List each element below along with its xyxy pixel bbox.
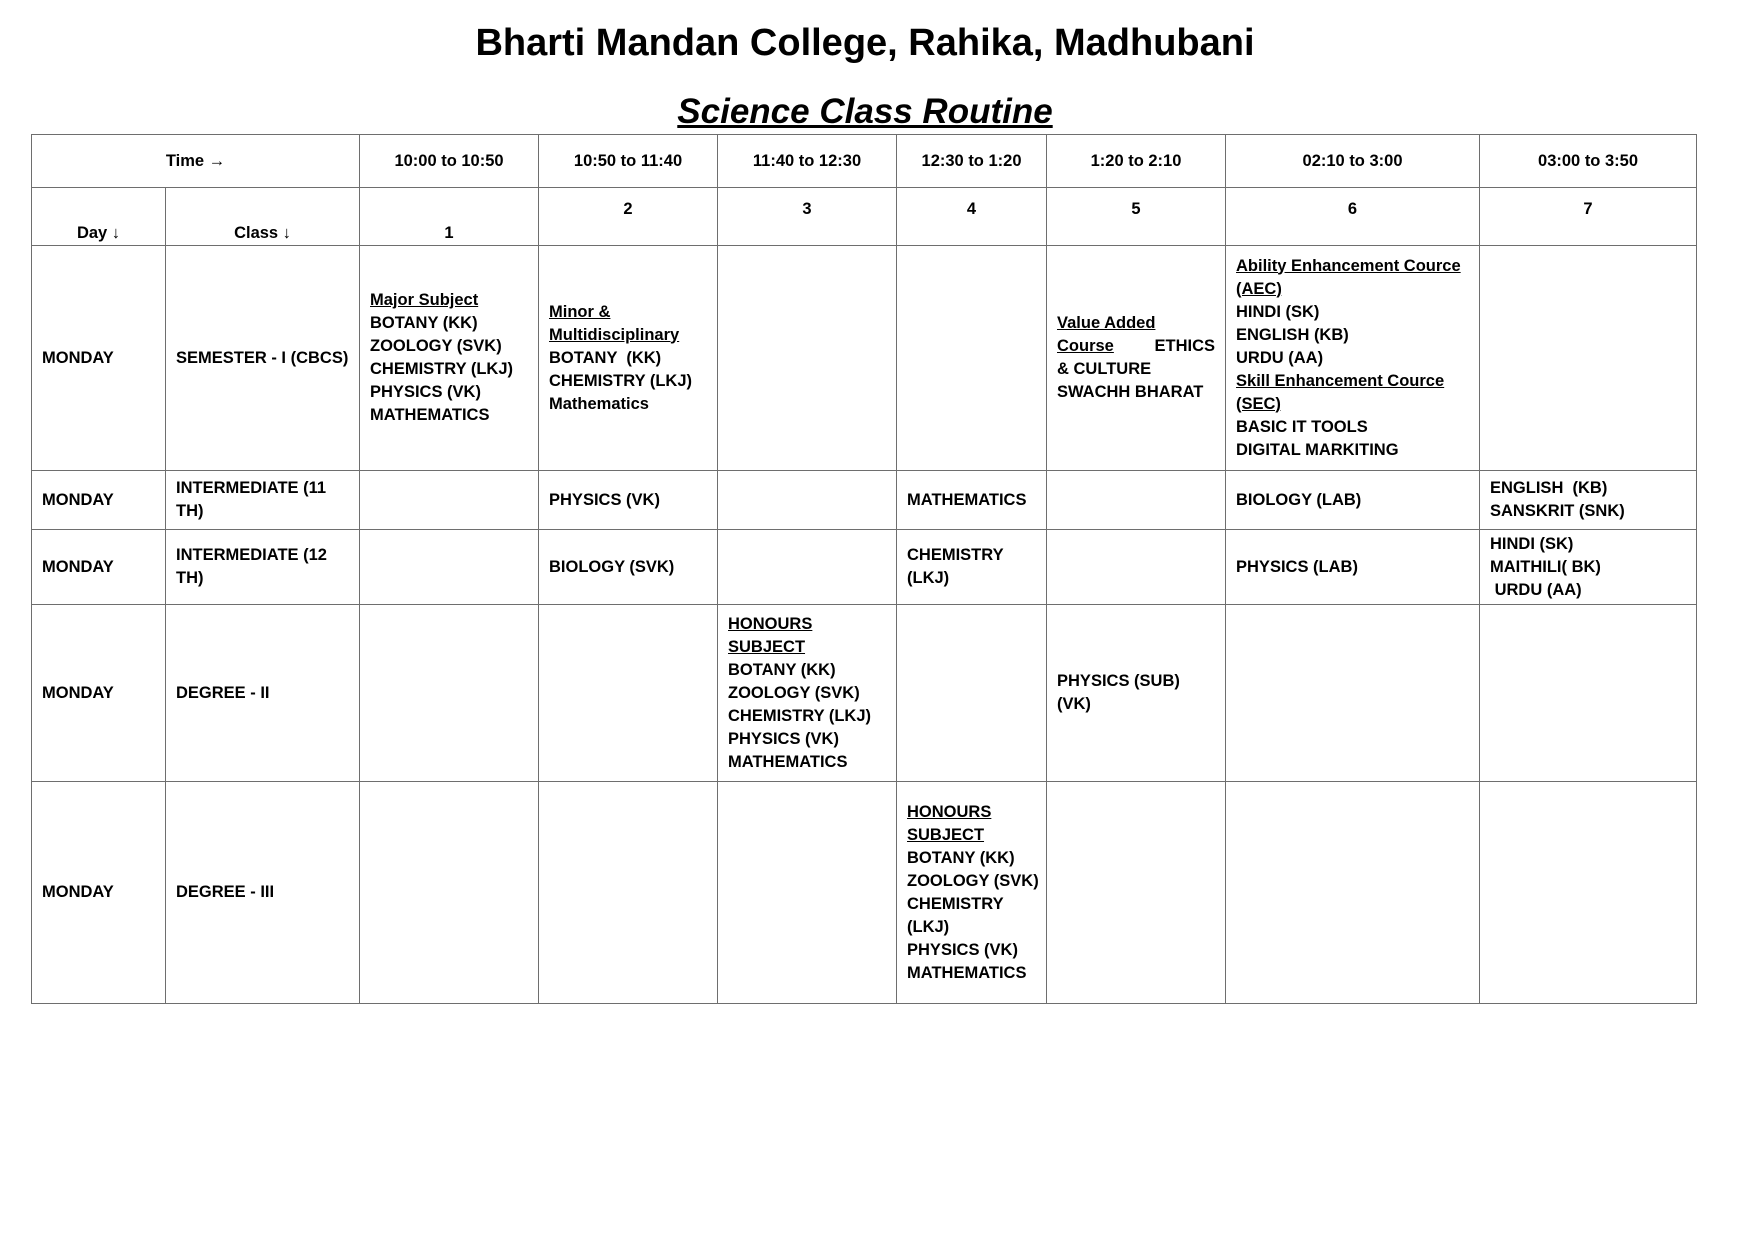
period-cell-empty	[718, 246, 897, 471]
cell-heading: HONOURS SUBJECT	[728, 614, 813, 656]
cell-line: TH)	[176, 569, 204, 587]
time-label: Time →	[32, 135, 360, 188]
time-header-row	[32, 135, 1697, 188]
cell-line: CHEMISTRY	[907, 894, 1004, 913]
period-number-6: 6	[1226, 188, 1480, 246]
cell-heading: Minor &	[549, 302, 611, 321]
period-cell-empty	[1047, 782, 1226, 1004]
cell-line: BASIC IT TOOLS	[1236, 417, 1368, 436]
table-row	[32, 471, 1697, 530]
time-slot-4: 12:30 to 1:20	[897, 135, 1047, 188]
cell-line: ZOOLOGY (SVK)	[728, 683, 860, 702]
period-cell-empty	[1480, 246, 1697, 471]
period-cell: MATHEMATICS	[897, 471, 1047, 530]
period-cell-empty	[360, 605, 539, 782]
day-cell: MONDAY	[32, 246, 166, 471]
period-cell	[1480, 471, 1697, 530]
cell-line: HINDI (SK)	[1236, 302, 1320, 321]
cell-line: MATHEMATICS	[728, 752, 848, 771]
time-slot-3: 11:40 to 12:30	[718, 135, 897, 188]
period-cell-empty	[1047, 471, 1226, 530]
period-cell-empty	[718, 530, 897, 605]
period-cell-empty	[539, 605, 718, 782]
period-cell: PHYSICS (SUB) (VK)	[1047, 605, 1226, 782]
class-routine-table	[31, 134, 1697, 1004]
cell-heading: Course	[1057, 337, 1114, 355]
class-cell: DEGREE - II	[166, 605, 360, 782]
cell-heading-row	[1057, 335, 1215, 358]
period-cell	[539, 246, 718, 471]
cell-line: (LKJ)	[907, 917, 950, 936]
period-cell: BIOLOGY (LAB)	[1226, 471, 1480, 530]
period-number-2: 2	[539, 188, 718, 246]
cell-line: INTERMEDIATE (11	[176, 479, 327, 497]
cell-heading: HONOURS	[907, 802, 992, 821]
cell-line: ZOOLOGY (SVK)	[370, 337, 502, 355]
table-row	[32, 605, 1697, 782]
period-cell	[1047, 246, 1226, 471]
period-cell-empty	[897, 605, 1047, 782]
period-number-5: 5	[1047, 188, 1226, 246]
period-cell-empty	[1226, 782, 1480, 1004]
day-cell: MONDAY	[32, 782, 166, 1004]
period-cell-empty	[897, 246, 1047, 471]
cell-line: CHEMISTRY (LKJ)	[370, 360, 514, 378]
cell-line: CHEMISTRY (LKJ)	[728, 706, 872, 725]
time-slot-5: 1:20 to 2:10	[1047, 135, 1226, 188]
period-cell-empty	[1047, 530, 1226, 605]
table-row	[32, 782, 1697, 1004]
cell-line: ETHICS	[1154, 337, 1216, 355]
cell-line: BOTANY (KK)	[549, 348, 662, 367]
period-cell-empty	[718, 471, 897, 530]
period-cell	[897, 530, 1047, 605]
cell-line: Mathematics	[549, 394, 649, 413]
time-slot-7: 03:00 to 3:50	[1480, 135, 1697, 188]
period-number-3: 3	[718, 188, 897, 246]
period-cell-empty	[1226, 605, 1480, 782]
period-number-1: 1	[360, 188, 539, 246]
period-cell-empty	[1480, 782, 1697, 1004]
period-cell	[1480, 530, 1697, 605]
routine-subtitle: Science Class Routine	[677, 92, 1053, 131]
table-row	[32, 530, 1697, 605]
cell-line: ENGLISH (KB)	[1236, 325, 1349, 344]
class-cell: SEMESTER - I (CBCS)	[166, 246, 360, 471]
cell-line: BOTANY (KK)	[728, 660, 836, 679]
day-cell: MONDAY	[32, 471, 166, 530]
cell-line: & CULTURE	[1057, 360, 1152, 378]
period-cell-empty	[539, 782, 718, 1004]
cell-line: CHEMISTRY	[907, 546, 1004, 564]
period-cell: PHYSICS (VK)	[539, 471, 718, 530]
class-cell: DEGREE - III	[166, 782, 360, 1004]
cell-heading: (AEC)	[1236, 279, 1282, 298]
cell-line: TH)	[176, 502, 204, 520]
cell-line: ZOOLOGY (SVK)	[907, 871, 1039, 890]
class-cell	[166, 530, 360, 605]
period-cell	[897, 782, 1047, 1004]
time-slot-6: 02:10 to 3:00	[1226, 135, 1480, 188]
cell-line: URDU (AA)	[1490, 580, 1582, 599]
college-title: Bharti Mandan College, Rahika, Madhubani	[475, 22, 1255, 64]
period-cell-empty	[360, 471, 539, 530]
time-slot-2: 10:50 to 11:40	[539, 135, 718, 188]
day-cell: MONDAY	[32, 530, 166, 605]
cell-line: DIGITAL MARKITING	[1236, 440, 1399, 459]
cell-heading: Multidisciplinary	[549, 325, 680, 344]
cell-heading: Skill Enhancement Cource	[1236, 371, 1445, 390]
cell-line: MATHEMATICS	[370, 406, 490, 424]
cell-heading: (SEC)	[1236, 394, 1281, 413]
day-cell: MONDAY	[32, 605, 166, 782]
class-label: Class ↓	[166, 188, 360, 246]
period-cell-empty	[360, 782, 539, 1004]
cell-line: BOTANY (KK)	[907, 848, 1015, 867]
cell-line: SWACHH BHARAT	[1057, 383, 1204, 401]
cell-line: ENGLISH (KB)	[1490, 479, 1608, 497]
period-cell-empty	[718, 782, 897, 1004]
cell-line: MAITHILI( BK)	[1490, 557, 1601, 576]
period-cell: BIOLOGY (SVK)	[539, 530, 718, 605]
period-number-4: 4	[897, 188, 1047, 246]
cell-heading: Value Added	[1057, 314, 1156, 332]
cell-line: SANSKRIT (SNK)	[1490, 502, 1625, 520]
period-cell	[1226, 246, 1480, 471]
period-cell-empty	[360, 530, 539, 605]
period-cell: PHYSICS (LAB)	[1226, 530, 1480, 605]
cell-line: MATHEMATICS	[907, 963, 1027, 982]
period-cell	[718, 605, 897, 782]
period-cell	[360, 246, 539, 471]
cell-line: INTERMEDIATE (12	[176, 546, 327, 564]
cell-heading: Ability Enhancement Cource	[1236, 256, 1461, 275]
period-number-7: 7	[1480, 188, 1697, 246]
cell-line: PHYSICS (VK)	[907, 940, 1018, 959]
cell-line: BOTANY (KK)	[370, 314, 478, 332]
cell-line: HINDI (SK)	[1490, 534, 1574, 553]
cell-line: CHEMISTRY (LKJ)	[549, 371, 693, 390]
cell-heading: SUBJECT	[907, 825, 985, 844]
time-slot-1: 10:00 to 10:50	[360, 135, 539, 188]
period-cell-empty	[1480, 605, 1697, 782]
cell-line: PHYSICS (VK)	[728, 729, 839, 748]
cell-heading: Major Subject	[370, 291, 479, 309]
cell-line: URDU (AA)	[1236, 348, 1324, 367]
class-cell	[166, 471, 360, 530]
period-header-row	[32, 188, 1697, 246]
table-row	[32, 246, 1697, 471]
day-label: Day ↓	[32, 188, 166, 246]
cell-line: PHYSICS (VK)	[370, 383, 481, 401]
cell-line: (LKJ)	[907, 569, 950, 587]
